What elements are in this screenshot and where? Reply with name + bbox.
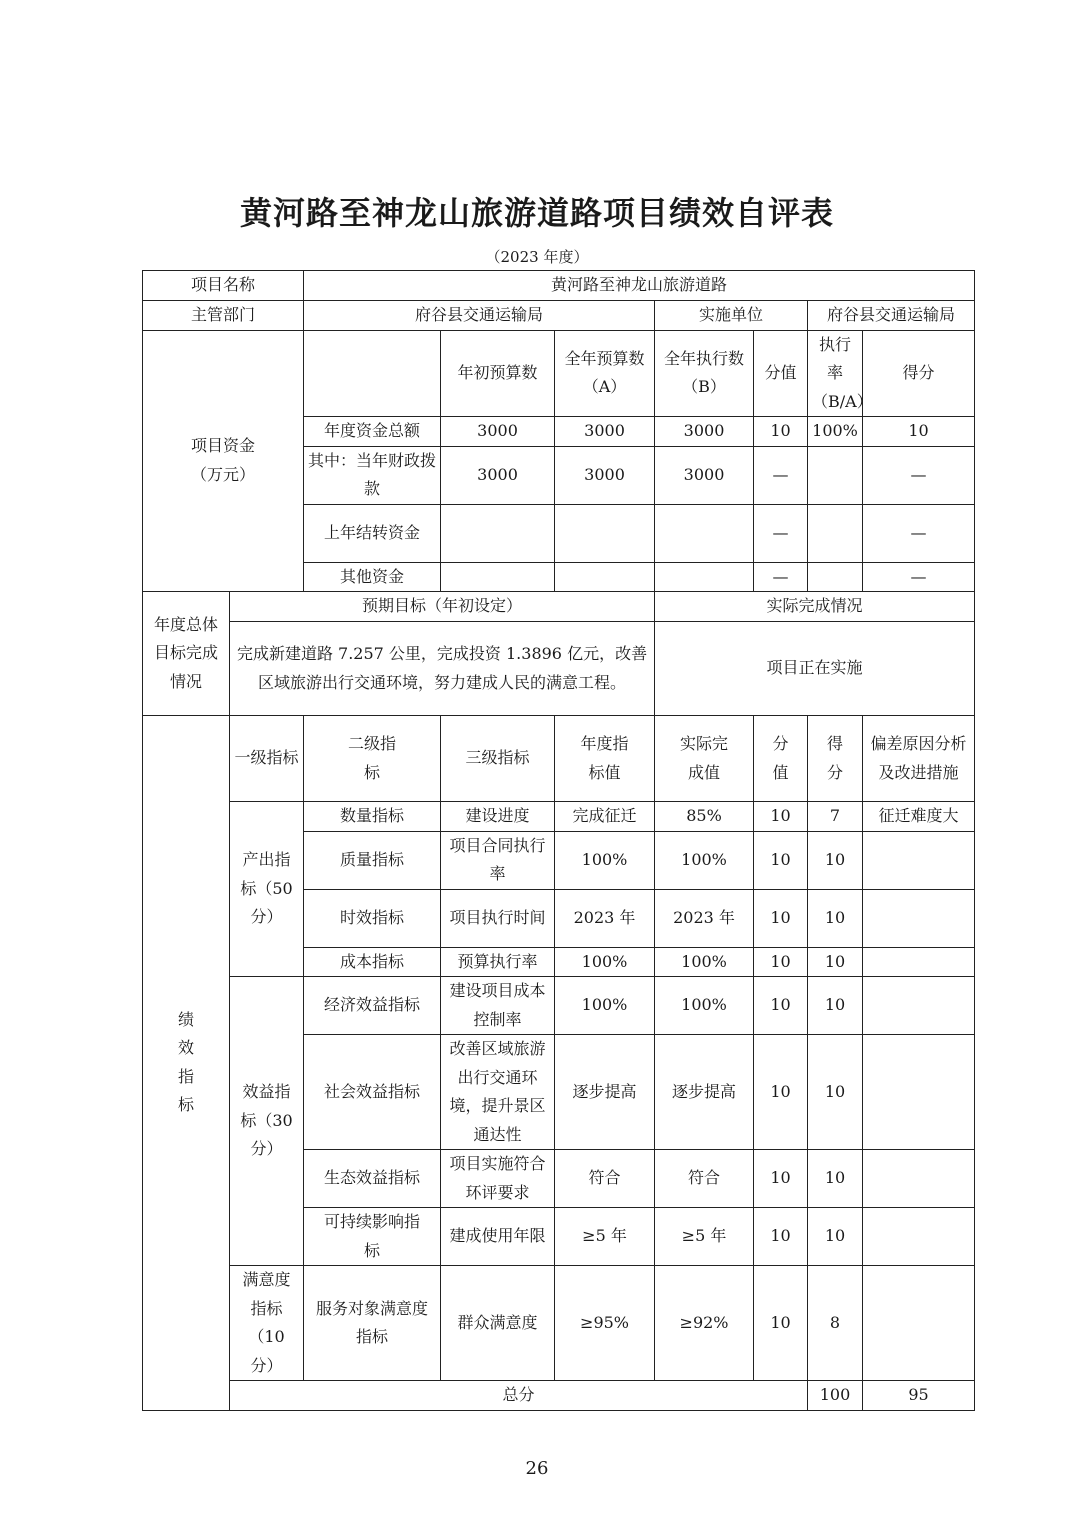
header-annual-execution: 全年执行数（B） <box>655 330 754 417</box>
goals-actual-text: 项目正在实施 <box>655 622 975 716</box>
score-value-cell: 10 <box>754 1035 808 1150</box>
goals-actual-header: 实际完成情况 <box>655 592 975 622</box>
level3-cell: 群众满意度 <box>441 1266 555 1381</box>
level2-cell: 可持续影响指标 <box>304 1208 441 1266</box>
target-cell: ≥5 年 <box>555 1208 655 1266</box>
header-initial-budget: 年初预算数 <box>441 330 555 417</box>
indicators-label: 绩效指标 <box>143 716 230 1411</box>
level2-cell: 质量指标 <box>304 831 441 889</box>
level3-cell: 项目实施符合环评要求 <box>441 1150 555 1208</box>
header-execution-rate: 执行率（B/A） <box>808 330 863 417</box>
funds-initial <box>441 504 555 562</box>
score-cell: 10 <box>808 831 863 889</box>
actual-cell: 2023 年 <box>655 889 754 947</box>
target-cell: ≥95% <box>555 1266 655 1381</box>
funds-initial <box>441 562 555 592</box>
group-satisfaction-label: 满意度指标（10分） <box>230 1266 304 1381</box>
score-value-cell: 10 <box>754 802 808 832</box>
funds-score-value: — <box>754 446 808 504</box>
level2-cell: 社会效益指标 <box>304 1035 441 1150</box>
funds-row-name: 其中：当年财政拨款 <box>304 446 441 504</box>
deviation-cell <box>863 1150 975 1208</box>
score-value-cell: 10 <box>754 977 808 1035</box>
score-value-cell: 10 <box>754 1208 808 1266</box>
header-deviation: 偏差原因分析及改进措施 <box>863 716 975 802</box>
score-cell: 10 <box>808 977 863 1035</box>
deviation-cell <box>863 831 975 889</box>
goals-header-row <box>143 592 975 622</box>
group-output-label: 产出指标（50分） <box>230 802 304 977</box>
performance-evaluation-table <box>142 270 975 1411</box>
actual-cell: 逐步提高 <box>655 1035 754 1150</box>
goals-content-row <box>143 622 975 716</box>
department-row <box>143 301 975 331</box>
funds-score: — <box>863 562 975 592</box>
page-number: 26 <box>525 1458 549 1479</box>
level2-cell: 服务对象满意度指标 <box>304 1266 441 1381</box>
total-label: 总分 <box>230 1381 808 1411</box>
header-actual: 实际完成值 <box>655 716 754 802</box>
total-row <box>143 1381 975 1411</box>
target-cell: 100% <box>555 831 655 889</box>
funds-exec <box>655 504 754 562</box>
indicator-row <box>143 802 975 832</box>
actual-cell: 100% <box>655 947 754 977</box>
implementer-value: 府谷县交通运输局 <box>808 301 975 331</box>
target-cell: 完成征迁 <box>555 802 655 832</box>
goals-expected-text: 完成新建道路 7.257 公里，完成投资 1.3896 亿元，改善区域旅游出行交通环境，努力建成人民的满意工程。 <box>230 622 655 716</box>
header-score-value: 分值 <box>754 716 808 802</box>
funds-initial: 3000 <box>441 446 555 504</box>
funds-header-row <box>143 330 975 417</box>
deviation-cell <box>863 947 975 977</box>
funds-exec <box>655 562 754 592</box>
project-name-value: 黄河路至神龙山旅游道路 <box>304 271 975 301</box>
level2-cell: 生态效益指标 <box>304 1150 441 1208</box>
funds-header-blank <box>304 330 441 417</box>
total-score: 95 <box>863 1381 975 1411</box>
target-cell: 符合 <box>555 1150 655 1208</box>
level2-cell: 经济效益指标 <box>304 977 441 1035</box>
fiscal-year: （2023 年度） <box>485 248 589 266</box>
deviation-cell <box>863 1208 975 1266</box>
funds-rate <box>808 504 863 562</box>
score-cell: 10 <box>808 889 863 947</box>
level3-cell: 建成使用年限 <box>441 1208 555 1266</box>
department-value: 府谷县交通运输局 <box>304 301 655 331</box>
header-target: 年度指标值 <box>555 716 655 802</box>
level2-cell: 时效指标 <box>304 889 441 947</box>
actual-cell: 100% <box>655 831 754 889</box>
score-value-cell: 10 <box>754 1266 808 1381</box>
group-benefit-label: 效益指标（30分） <box>230 977 304 1266</box>
funds-annual <box>555 504 655 562</box>
funds-annual <box>555 562 655 592</box>
funds-rate: 100% <box>808 417 863 447</box>
funds-label-line2: （万元） <box>191 464 256 484</box>
header-annual-budget: 全年预算数（A） <box>555 330 655 417</box>
deviation-cell <box>863 889 975 947</box>
score-cell: 10 <box>808 1208 863 1266</box>
score-cell: 8 <box>808 1266 863 1381</box>
total-score-value: 100 <box>808 1381 863 1411</box>
target-cell: 逐步提高 <box>555 1035 655 1150</box>
funds-exec: 3000 <box>655 446 754 504</box>
funds-score-value: — <box>754 504 808 562</box>
project-name-row <box>143 271 975 301</box>
level3-cell: 建设进度 <box>441 802 555 832</box>
target-cell: 100% <box>555 947 655 977</box>
level3-cell: 项目执行时间 <box>441 889 555 947</box>
level3-cell: 预算执行率 <box>441 947 555 977</box>
score-cell: 10 <box>808 1035 863 1150</box>
level3-cell: 项目合同执行率 <box>441 831 555 889</box>
score-value-cell: 10 <box>754 1150 808 1208</box>
indicator-row <box>143 1266 975 1381</box>
level3-cell: 改善区域旅游出行交通环境，提升景区通达性 <box>441 1035 555 1150</box>
target-cell: 100% <box>555 977 655 1035</box>
funds-score: 10 <box>863 417 975 447</box>
header-level1: 一级指标 <box>230 716 304 802</box>
department-label: 主管部门 <box>143 301 304 331</box>
funds-row-name: 其他资金 <box>304 562 441 592</box>
deviation-cell <box>863 1266 975 1381</box>
actual-cell: 85% <box>655 802 754 832</box>
funds-rate <box>808 562 863 592</box>
funds-annual: 3000 <box>555 446 655 504</box>
funds-score-value: — <box>754 562 808 592</box>
deviation-cell: 征迁难度大 <box>863 802 975 832</box>
form-title: 黄河路至神龙山旅游道路项目绩效自评表 <box>239 194 834 232</box>
actual-cell: 100% <box>655 977 754 1035</box>
actual-cell: 符合 <box>655 1150 754 1208</box>
funds-label <box>143 330 304 592</box>
header-level3: 三级指标 <box>441 716 555 802</box>
score-value-cell: 10 <box>754 831 808 889</box>
implementer-label: 实施单位 <box>655 301 808 331</box>
funds-score: — <box>863 504 975 562</box>
header-score: 得分 <box>808 716 863 802</box>
score-cell: 7 <box>808 802 863 832</box>
level2-cell: 数量指标 <box>304 802 441 832</box>
header-score-value: 分值 <box>754 330 808 417</box>
indicators-header-row <box>143 716 975 802</box>
funds-exec: 3000 <box>655 417 754 447</box>
target-cell: 2023 年 <box>555 889 655 947</box>
funds-rate <box>808 446 863 504</box>
funds-row-name: 上年结转资金 <box>304 504 441 562</box>
funds-initial: 3000 <box>441 417 555 447</box>
indicator-row <box>143 977 975 1035</box>
goals-expected-header: 预期目标（年初设定） <box>230 592 655 622</box>
funds-score: — <box>863 446 975 504</box>
header-level2: 二级指标 <box>304 716 441 802</box>
deviation-cell <box>863 1035 975 1150</box>
deviation-cell <box>863 977 975 1035</box>
level3-cell: 建设项目成本控制率 <box>441 977 555 1035</box>
score-value-cell: 10 <box>754 889 808 947</box>
funds-label-line1: 项目资金 <box>191 436 256 456</box>
project-name-label: 项目名称 <box>143 271 304 301</box>
actual-cell: ≥92% <box>655 1266 754 1381</box>
level2-cell: 成本指标 <box>304 947 441 977</box>
header-score: 得分 <box>863 330 975 417</box>
score-cell: 10 <box>808 1150 863 1208</box>
score-cell: 10 <box>808 947 863 977</box>
score-value-cell: 10 <box>754 947 808 977</box>
funds-row-name: 年度资金总额 <box>304 417 441 447</box>
goals-label: 年度总体目标完成情况 <box>143 592 230 716</box>
actual-cell: ≥5 年 <box>655 1208 754 1266</box>
funds-annual: 3000 <box>555 417 655 447</box>
funds-score-value: 10 <box>754 417 808 447</box>
